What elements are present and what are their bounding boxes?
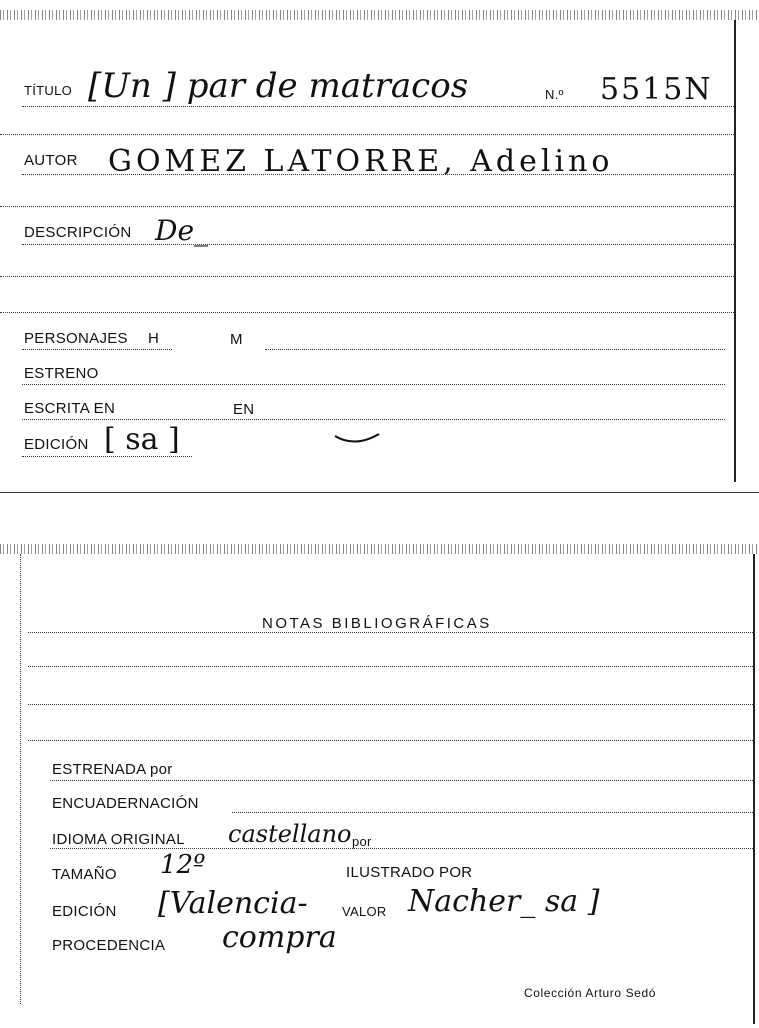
edicion-label: EDICIÓN: [52, 903, 117, 920]
card-top-bottom-border: [0, 492, 759, 493]
rule-line: [0, 312, 734, 313]
encuadernacion-label: ENCUADERNACIÓN: [52, 795, 199, 812]
card-bottom-right-border: [753, 554, 755, 1024]
descripcion-line: [22, 244, 734, 245]
valor-value: Nacher_ sa ]: [408, 884, 600, 919]
personajes-line: [22, 349, 172, 350]
idioma-line: [50, 848, 753, 849]
card-bottom-edge: [0, 544, 759, 554]
estrenada-label: ESTRENADA por: [52, 761, 173, 778]
rule-line: [28, 740, 753, 741]
procedencia-label: PROCEDENCIA: [52, 937, 166, 954]
catalog-card-bottom: [0, 540, 759, 1028]
edicion-line: [22, 456, 192, 457]
titulo-value: [Un ] par de matracos: [88, 66, 469, 106]
rule-line: [0, 276, 734, 277]
rule-line: [0, 206, 734, 207]
rule-line: [28, 704, 753, 705]
encuadernacion-line: [232, 812, 753, 813]
escrita-line: [22, 419, 725, 420]
estreno-label: ESTRENO: [24, 365, 99, 382]
notas-line: [28, 632, 753, 633]
ink-mark: [333, 430, 383, 448]
catalog-card-top: [0, 0, 759, 494]
rule-line: [28, 666, 753, 667]
autor-label: AUTOR: [24, 152, 78, 169]
tamano-value: 12º: [160, 850, 206, 880]
estrenada-line: [50, 780, 753, 781]
titulo-label: TÍTULO: [24, 83, 73, 98]
edicion-value: [Valencia-: [158, 886, 308, 921]
autor-line: [22, 174, 734, 175]
personajes-label: PERSONAJES: [24, 330, 128, 347]
idioma-por-label: por: [352, 834, 372, 849]
collection-footer: Colección Arturo Sedó: [524, 986, 657, 1000]
card-top-right-border: [734, 20, 736, 482]
card-bottom-left-border: [20, 554, 21, 1004]
personajes-line: [265, 349, 725, 350]
notas-heading: NOTAS BIBLIOGRÁFICAS: [262, 615, 492, 632]
tamano-label: TAMAÑO: [52, 866, 117, 883]
personajes-m-label: M: [230, 331, 243, 348]
personajes-h-label: H: [148, 330, 160, 347]
rule-line: [0, 134, 734, 135]
numero-value: 5515N: [600, 72, 713, 107]
idioma-label: IDIOMA ORIGINAL: [52, 831, 185, 848]
escrita-en-label: EN: [233, 401, 255, 418]
idioma-value: castellano: [228, 820, 352, 848]
descripcion-label: DESCRIPCIÓN: [24, 224, 132, 241]
edicion-value: [ sa ]: [104, 422, 180, 457]
autor-value: GOMEZ LATORRE, Adelino: [108, 144, 614, 179]
numero-label: N.º: [545, 87, 564, 102]
estreno-line: [22, 384, 725, 385]
procedencia-value: compra: [222, 920, 337, 955]
titulo-line: [22, 106, 734, 107]
descripcion-value: De_: [155, 214, 209, 247]
card-top-edge: [0, 10, 759, 20]
ilustrado-label: ILUSTRADO POR: [346, 864, 473, 881]
edicion-label: EDICIÓN: [24, 436, 89, 453]
escrita-label: ESCRITA EN: [24, 400, 116, 417]
valor-label: VALOR: [342, 904, 387, 919]
